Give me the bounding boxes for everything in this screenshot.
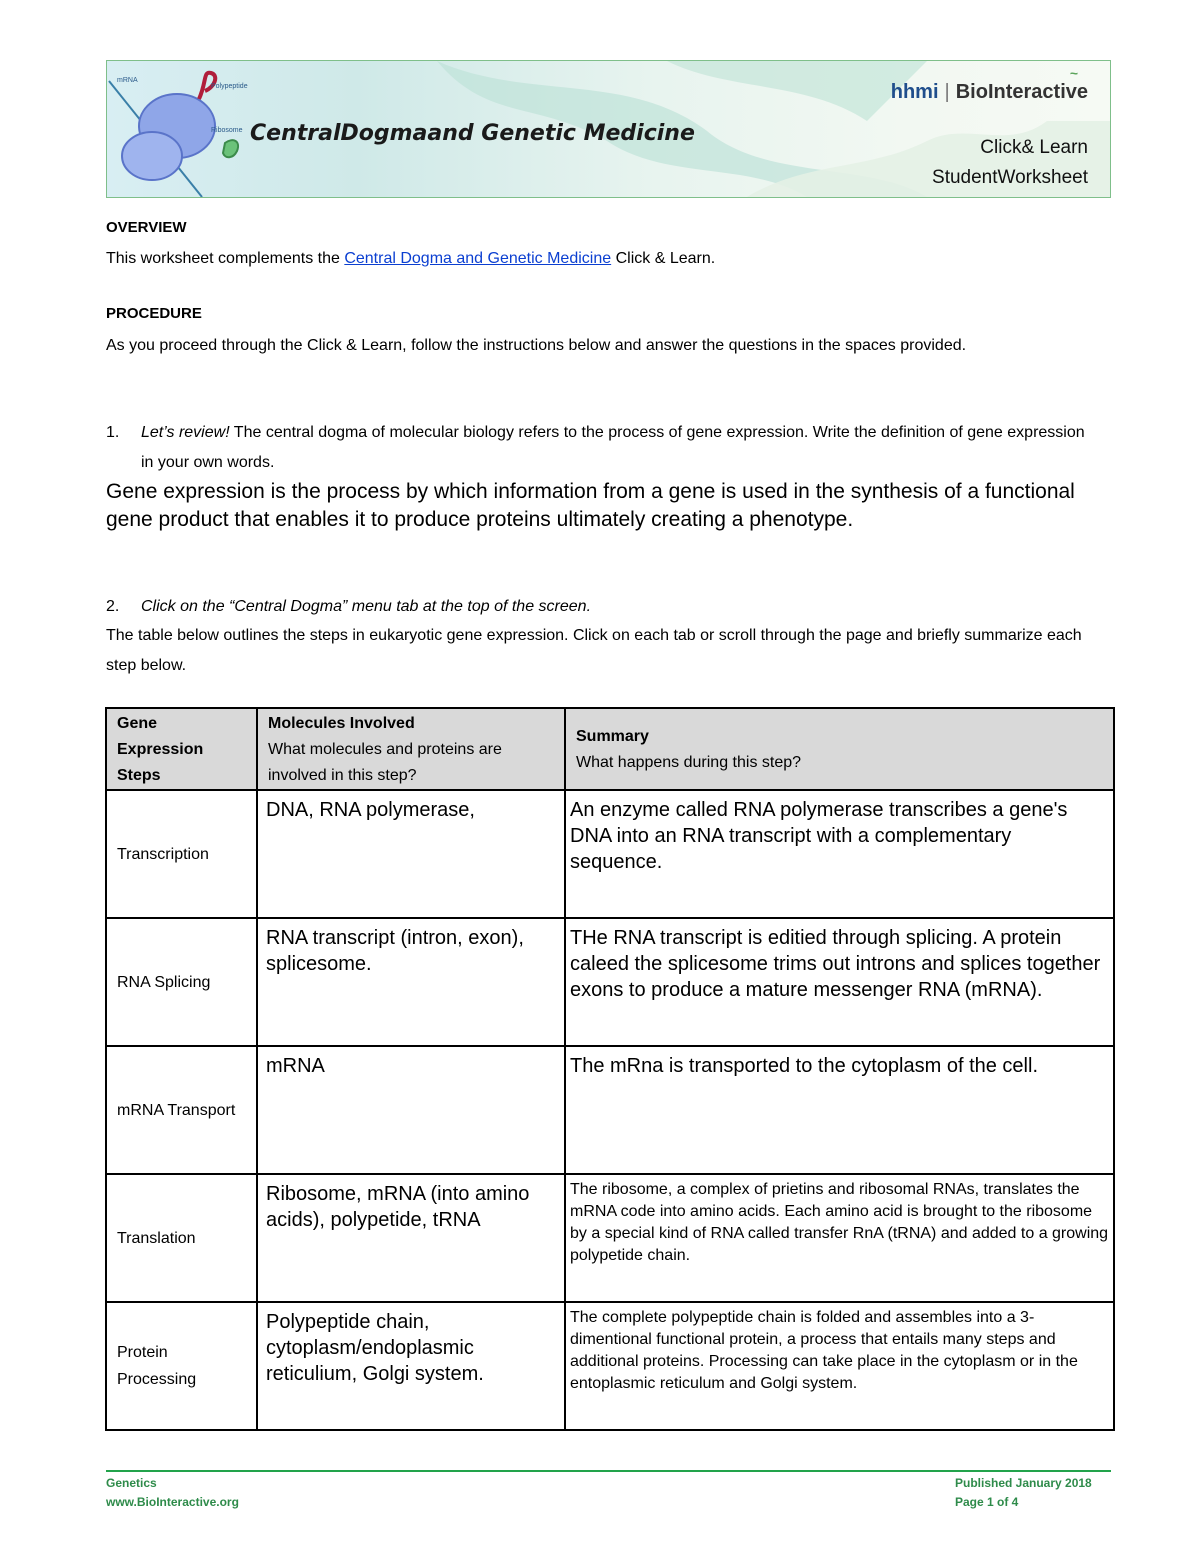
brand-biointeractive: BioInteractive <box>955 81 1088 103</box>
table-row <box>106 1174 1114 1302</box>
header-banner <box>106 60 1111 198</box>
table-header-row <box>106 708 1114 790</box>
q2-italic: Click on the “Central Dogma” menu tab at the top of the screen. <box>141 598 592 615</box>
summary-answer: THe RNA transcript is editied through splicing. A protein caleed the splicesome trims out introns and splices together exons to produce a mature messenger RNA (mRNA). <box>570 927 1101 1001</box>
header-molecules <box>257 708 565 790</box>
summary-answer: An enzyme called RNA polymerase transcribes a gene's DNA into an RNA transcript with a complementary sequence. <box>570 799 1068 873</box>
overview-text-after: Click & Learn. <box>611 250 716 267</box>
footer-published: Published January 2018 <box>955 1476 1092 1490</box>
footer-subject: Genetics <box>106 1476 157 1490</box>
summary-answer: The complete polypeptide chain is folded and assembles into a 3-dimentional functional protein, a process that entails many steps and additional proteins. Processing can take place in the cytoplasm or in the entoplasmic reticulum and Golgi system. <box>570 1309 1078 1392</box>
footer-website[interactable]: www.BioInteractive.org <box>106 1495 239 1509</box>
table-row <box>106 1046 1114 1174</box>
footer-page-number: Page 1 of 4 <box>955 1495 1019 1509</box>
molecules-answer: Ribosome, mRNA (into amino acids), polypetide, tRNA <box>266 1183 530 1231</box>
ribosome-small-subunit <box>122 132 182 180</box>
overview-text-before: This worksheet complements the <box>106 250 345 267</box>
illustration-label-mrna: mRNA <box>117 77 138 84</box>
q2-number: 2. <box>106 598 120 615</box>
molecules-answer: mRNA <box>266 1055 325 1077</box>
table-row <box>106 790 1114 918</box>
step-label: Translation <box>117 1229 196 1247</box>
header-summary <box>565 708 1114 790</box>
brand-hhmi: hhmi <box>890 81 939 103</box>
q1-question: The central dogma of molecular biology refers to the process of gene expression. Write the definition of gene expression in your own words. <box>141 424 1085 471</box>
step-label: mRNA Transport <box>117 1101 236 1119</box>
brand-separator: | <box>944 81 950 103</box>
q2-instruction <box>141 592 1086 622</box>
procedure-text: As you proceed through the Click & Learn, follow the instructions below and answer the questions in the spaces provided. <box>106 337 967 354</box>
header-steps <box>106 708 257 790</box>
subtitle-line-1: Click& Learn <box>980 137 1088 158</box>
procedure-heading: PROCEDURE <box>106 305 202 322</box>
q1-italic: Let’s review! <box>141 424 230 441</box>
molecules-answer: DNA, RNA polymerase, <box>266 799 475 821</box>
illustration-label-polypeptide: Polypeptide <box>211 83 248 90</box>
brand-logo <box>890 65 1088 104</box>
q1-answer: Gene expression is the process by which information from a gene is used in the synthesis of a functional gene product that enables it to produce proteins ultimately creating a phenotype. <box>106 480 1075 531</box>
overview-text <box>106 244 715 274</box>
header-molecules-label: Molecules Involved <box>268 715 415 732</box>
header-steps-label: Gene Expression Steps <box>117 715 204 784</box>
summary-answer: The ribosome, a complex of prietins and ribosomal RNAs, translates the mRNA code into amino acids. Each amino acid is brought to the ribosome by a special kind of RNA called transfer RnA (tRNA) and added to a growing polypetide chain. <box>570 1181 1109 1264</box>
header-summary-label: Summary <box>576 728 649 745</box>
gene-expression-table <box>105 707 1115 1431</box>
footer-left <box>106 1474 239 1512</box>
q1-number: 1. <box>106 424 120 441</box>
molecules-answer: Polypeptide chain, cytoplasm/endoplasmic reticulium, Golgi system. <box>266 1311 484 1385</box>
footer-divider <box>106 1470 1111 1472</box>
trna-shape <box>223 140 238 157</box>
central-dogma-link[interactable]: Central Dogma and Genetic Medicine <box>344 250 612 267</box>
worksheet-type <box>932 133 1088 193</box>
q1-text <box>141 418 1086 478</box>
q2-text: The table below outlines the steps in eukaryotic gene expression. Click on each tab or scroll through the page and briefly summarize each step below. <box>106 627 1082 674</box>
header-summary-sub: What happens during this step? <box>576 754 802 771</box>
step-label: Protein Processing <box>117 1344 197 1388</box>
step-label: RNA Splicing <box>117 973 211 991</box>
worksheet-title: CentralDogmaand Genetic Medicine <box>250 121 695 146</box>
header-molecules-sub: What molecules and proteins are involved in this step? <box>268 741 502 784</box>
step-label: Transcription <box>117 845 209 863</box>
banner-swirl-shape <box>667 61 927 121</box>
overview-heading: OVERVIEW <box>106 219 187 236</box>
illustration-label-ribosome: Ribosome <box>211 127 243 134</box>
lizard-logo-icon: ~ <box>1069 65 1078 81</box>
footer-right <box>955 1474 1092 1512</box>
subtitle-line-2: StudentWorksheet <box>932 167 1088 188</box>
molecules-answer: RNA transcript (intron, exon), splicesome. <box>266 927 524 975</box>
summary-answer: The mRna is transported to the cytoplasm of the cell. <box>570 1055 1038 1077</box>
table-row <box>106 1302 1114 1430</box>
table-row <box>106 918 1114 1046</box>
